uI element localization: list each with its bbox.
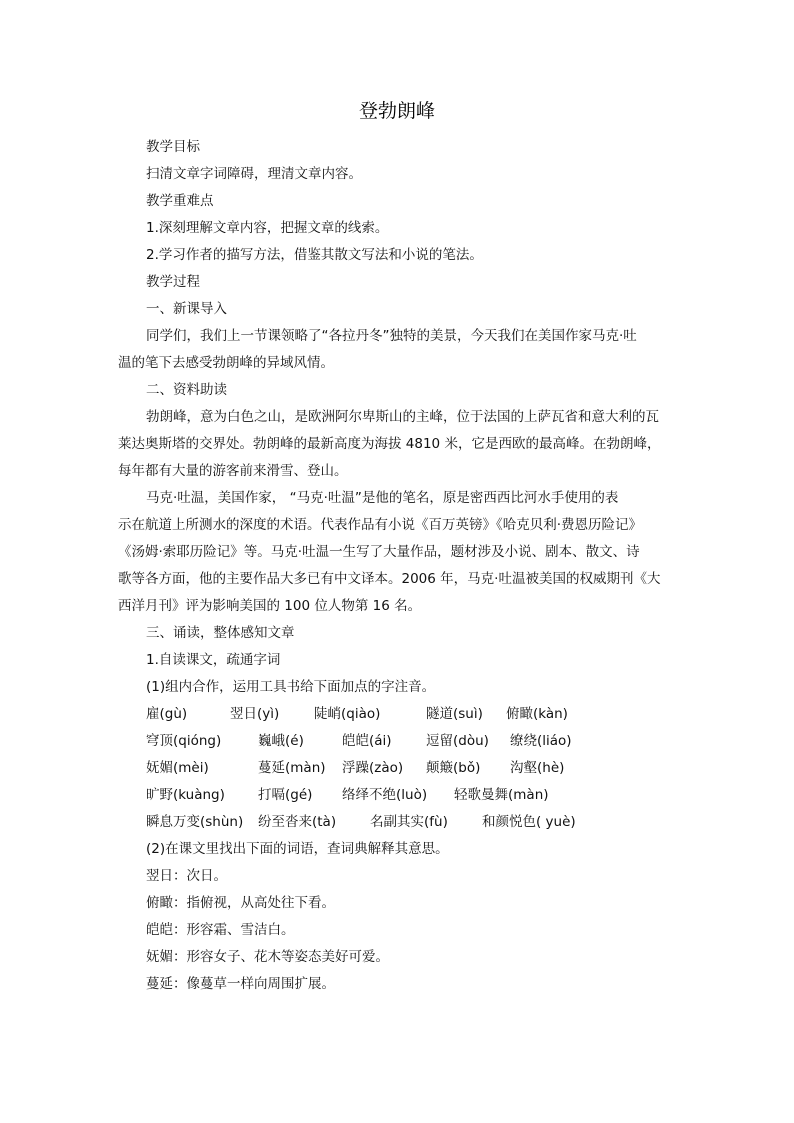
vocab-item: 瞬息万变(shùn)	[146, 814, 244, 830]
definition-line: 皑皑：形容霜、雪洁白。	[146, 922, 295, 938]
text-line: 扫清文章字词障碍，理清文章内容。	[146, 166, 362, 182]
vocab-item: 和颜悦色( yuè)	[482, 814, 576, 830]
document-body	[118, 134, 678, 998]
definition-line: 翌日：次日。	[146, 868, 227, 884]
vocab-item: 俯瞰(kàn)	[506, 706, 568, 722]
definition-line: 俯瞰：指俯视，从高处往下看。	[146, 895, 335, 911]
vocab-item: 逗留(dòu)	[426, 733, 489, 749]
vocab-item: 皑皑(ái)	[342, 733, 392, 749]
paragraph-line: 《汤姆·索耶历险记》等。马克·吐温一生写了大量作品，题材涉及小说、剧本、散文、诗	[118, 544, 640, 560]
page-title: 登勃朗峰	[358, 100, 435, 122]
text-line: 2.学习作者的描写方法，借鉴其散文写法和小说的笔法。	[146, 247, 483, 263]
section-heading: 教学目标	[146, 139, 200, 155]
vocab-item: 浮躁(zào)	[342, 760, 404, 776]
text-line: (1)组内合作，运用工具书给下面加点的字注音。	[146, 679, 436, 695]
definition-line: 蔓延：像蔓草一样向周围扩展。	[146, 976, 335, 992]
vocab-item: 轻歌曼舞(màn)	[454, 787, 549, 803]
paragraph-line: 西洋月刊》评为影响美国的 100 位人物第 16 名。	[118, 598, 422, 614]
vocab-item: 颠簸(bǒ)	[426, 760, 481, 776]
text-line: (2)在课文里找出下面的词语，查词典解释其意思。	[146, 841, 449, 857]
vocab-item: 旷野(kuàng)	[146, 787, 225, 803]
vocab-row	[118, 701, 678, 728]
vocab-row	[118, 782, 678, 809]
paragraph-line: 每年都有大量的游客前来滑雪、登山。	[118, 463, 348, 479]
paragraph-line: 马克·吐温，美国作家， “马克·吐温”是他的笔名，原是密西西比河水手使用的表	[146, 490, 619, 506]
vocab-row	[118, 809, 678, 836]
text-line: 1.自读课文，疏通字词	[146, 652, 281, 668]
definition-line: 妩媚：形容女子、花木等姿态美好可爱。	[146, 949, 389, 965]
text-line: 1.深刻理解文章内容，把握文章的线索。	[146, 220, 389, 236]
vocab-row	[118, 728, 678, 755]
section-heading: 二、资料助读	[146, 382, 227, 398]
paragraph-line: 勃朗峰，意为白色之山，是欧洲阿尔卑斯山的主峰，位于法国的上萨瓦省和意大利的瓦	[146, 409, 659, 425]
vocab-item: 巍峨(é)	[258, 733, 304, 749]
vocab-item: 沟壑(hè)	[510, 760, 565, 776]
paragraph-line: 歌等各方面，他的主要作品大多已有中文译本。2006 年，马克·吐温被美国的权威期刊《大	[118, 571, 661, 587]
vocab-item: 陡峭(qiào)	[314, 706, 381, 722]
paragraph-line: 同学们，我们上一节课领略了“各拉丹冬”独特的美景，今天我们在美国作家马克·吐	[146, 328, 637, 344]
vocab-item: 缭绕(liáo)	[510, 733, 572, 749]
vocab-item: 蔓延(màn)	[258, 760, 326, 776]
section-heading: 一、新课导入	[146, 301, 227, 317]
vocab-item: 雇(gù)	[146, 706, 188, 722]
vocab-row	[118, 755, 678, 782]
section-heading: 教学重难点	[146, 193, 214, 209]
vocab-item: 翌日(yì)	[230, 706, 280, 722]
vocab-item: 妩媚(mèi)	[146, 760, 209, 776]
vocab-item: 打嗝(gé)	[258, 787, 313, 803]
section-heading: 三、诵读，整体感知文章	[146, 625, 295, 641]
section-heading: 教学过程	[146, 274, 200, 290]
vocab-item: 络绎不绝(luò)	[342, 787, 428, 803]
paragraph-line: 莱达奥斯塔的交界处。勃朗峰的最新高度为海拔 4810 米，它是西欧的最高峰。在勃朗峰，	[118, 436, 661, 452]
paragraph-line: 示在航道上所测水的深度的术语。代表作品有小说《百万英镑》《哈克贝利·费恩历险记》	[118, 517, 643, 533]
vocab-item: 隧道(suì)	[426, 706, 483, 722]
vocab-item: 名副其实(fù)	[370, 814, 448, 830]
paragraph-line: 温的笔下去感受勃朗峰的异域风情。	[118, 355, 334, 371]
vocab-item: 纷至沓来(tà)	[258, 814, 337, 830]
vocab-item: 穹顶(qióng)	[146, 733, 222, 749]
